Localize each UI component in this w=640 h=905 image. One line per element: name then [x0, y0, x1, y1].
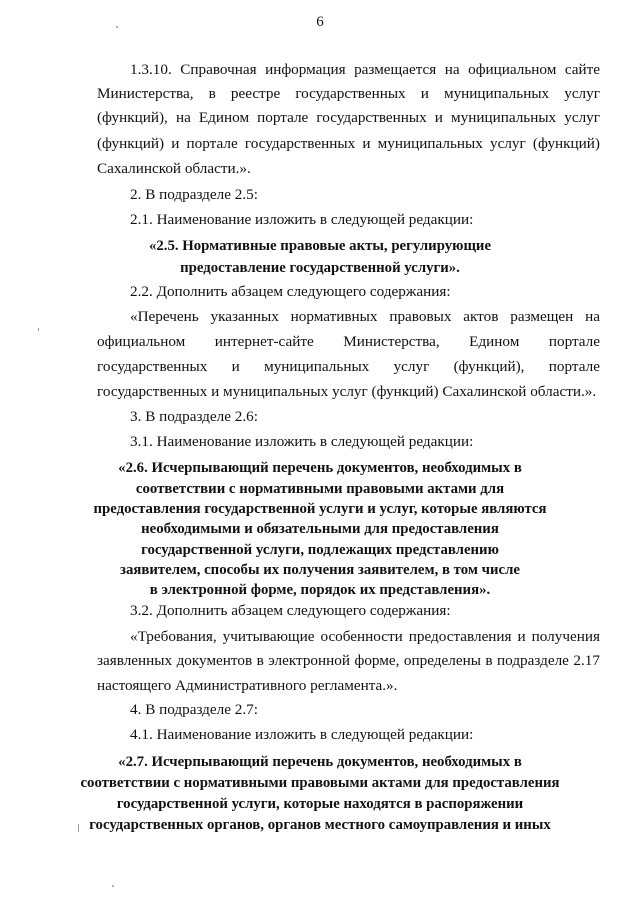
paragraph-2-2-line-1 — [130, 307, 600, 327]
title-2-5-line-2: предоставление государственной услуги». — [180, 260, 460, 276]
word: в — [485, 652, 493, 669]
page-number: 6 — [316, 14, 324, 30]
title-2-6-line-7: в электронной форме, порядок их представления». — [149, 582, 491, 598]
word: официальном — [468, 61, 557, 78]
word: (функций) — [532, 135, 600, 152]
word: услуг — [564, 109, 600, 126]
scan-mark — [116, 26, 118, 28]
paragraph-2-2-line-4: государственных и муниципальных услуг (функций) Сахалинской области.». — [97, 383, 597, 400]
word: в — [256, 652, 264, 669]
word: портале — [548, 333, 600, 350]
item-3-1: 3.1. Наименование изложить в следующей редакции: — [130, 433, 474, 450]
section-2-heading: 2. В подразделе 2.5: — [130, 186, 258, 203]
word: реестре — [230, 85, 281, 102]
word: государственных — [295, 85, 406, 102]
word: (функций), — [453, 358, 525, 375]
scan-mark — [78, 824, 79, 832]
word: документов — [176, 652, 253, 669]
word: и — [171, 135, 180, 152]
paragraph-1-3-10-line-2 — [97, 84, 600, 104]
word: в — [208, 85, 216, 102]
word: услуг — [564, 85, 600, 102]
word: и — [434, 109, 443, 126]
word: особенности — [320, 628, 403, 645]
paragraph-3-2-line-2 — [97, 651, 600, 671]
word: Министерства, — [343, 333, 440, 350]
paragraph-1-3-10-line-1 — [130, 60, 600, 80]
word: Справочная — [180, 61, 257, 78]
word: и — [420, 85, 429, 102]
word: размещен — [510, 308, 574, 325]
word: «Требования, — [130, 628, 217, 645]
item-2-2: 2.2. Дополнить абзацем следующего содержания: — [130, 283, 451, 300]
word: государственных — [97, 358, 208, 375]
word: (функций) — [97, 135, 165, 152]
word: учитывающие — [222, 628, 315, 645]
paragraph-2-2-line-3 — [97, 357, 600, 377]
paragraph-3-2-line-1 — [130, 627, 600, 647]
word: 1.3.10. — [130, 61, 172, 78]
word: интернет-сайте — [214, 333, 314, 350]
title-2-6-line-5: государственной услуги, подлежащих представлению — [141, 542, 499, 558]
word: и — [362, 135, 371, 152]
item-3-2: 3.2. Дополнить абзацем следующего содержания: — [130, 602, 451, 619]
word: определены — [403, 652, 481, 669]
section-4-heading: 4. В подразделе 2.7: — [130, 701, 258, 718]
word: Едином — [469, 333, 520, 350]
word: муниципальных — [451, 109, 557, 126]
title-2-6-line-3: предоставления государственной услуги и услуг, которые являются — [93, 501, 547, 517]
word: на — [175, 109, 191, 126]
word: официальном — [97, 333, 186, 350]
word: предоставления — [408, 628, 512, 645]
title-2-7-line-1: «2.7. Исчерпывающий перечень документов, необходимых в — [118, 754, 522, 770]
word: портале — [257, 109, 309, 126]
word: услуг — [393, 358, 430, 375]
title-2-7-line-4: государственных органов, органов местного самоуправления и иных — [89, 817, 551, 833]
word: актов — [463, 308, 499, 325]
title-2-7-line-3: государственной услуги, которые находятся в распоряжении — [116, 796, 524, 812]
paragraph-1-3-10-line-5: Сахалинской области.». — [97, 160, 251, 177]
word: правовых — [389, 308, 452, 325]
word: форме, — [354, 652, 400, 669]
word: на — [444, 61, 460, 78]
word: получения — [531, 628, 600, 645]
word: электронной — [268, 652, 350, 669]
word: информация — [265, 61, 346, 78]
word: заявленных — [97, 652, 173, 669]
word: нормативных — [290, 308, 378, 325]
word: (функций), — [97, 109, 168, 126]
title-2-6-line-4: необходимыми и обязательными для предоставления — [141, 521, 499, 537]
word: муниципальных — [264, 358, 370, 375]
paragraph-1-3-10-line-4 — [97, 134, 600, 154]
paragraph-1-3-10-line-3 — [97, 108, 600, 128]
word: портале — [186, 135, 238, 152]
item-4-1: 4.1. Наименование изложить в следующей редакции: — [130, 726, 474, 743]
word: указанных — [210, 308, 279, 325]
word: сайте — [564, 61, 600, 78]
word: Едином — [198, 109, 250, 126]
section-3-heading: 3. В подразделе 2.6: — [130, 408, 258, 425]
word: на — [585, 308, 600, 325]
word: муниципальных — [443, 85, 550, 102]
word: и — [231, 358, 240, 375]
word: подразделе — [497, 652, 569, 669]
word: портале — [548, 358, 600, 375]
word: государственных — [244, 135, 356, 152]
item-2-1: 2.1. Наименование изложить в следующей редакции: — [130, 211, 474, 228]
word: 2.17 — [573, 652, 600, 669]
scan-mark — [112, 885, 114, 887]
paragraph-2-2-line-2 — [97, 332, 600, 352]
title-2-7-line-2: соответствии с нормативными правовыми актами для предоставления — [80, 775, 560, 791]
title-2-6-line-6: заявителем, способы их получения заявителем, в том числе — [120, 562, 520, 578]
word: размещается — [354, 61, 437, 78]
title-2-6-line-1: «2.6. Исчерпывающий перечень документов, необходимых в — [118, 460, 522, 476]
title-2-5-line-1: «2.5. Нормативные правовые акты, регулирующие — [148, 238, 492, 254]
title-2-6-line-2: соответствии с нормативными правовыми актами для — [135, 481, 505, 497]
scan-mark — [38, 328, 39, 331]
paragraph-3-2-line-3: настоящего Административного регламента.». — [97, 677, 398, 694]
word: государственных — [316, 109, 427, 126]
word: и — [517, 628, 526, 645]
word: «Перечень — [130, 308, 199, 325]
word: Министерства, — [97, 85, 194, 102]
word: муниципальных — [377, 135, 483, 152]
word: услуг — [490, 135, 526, 152]
